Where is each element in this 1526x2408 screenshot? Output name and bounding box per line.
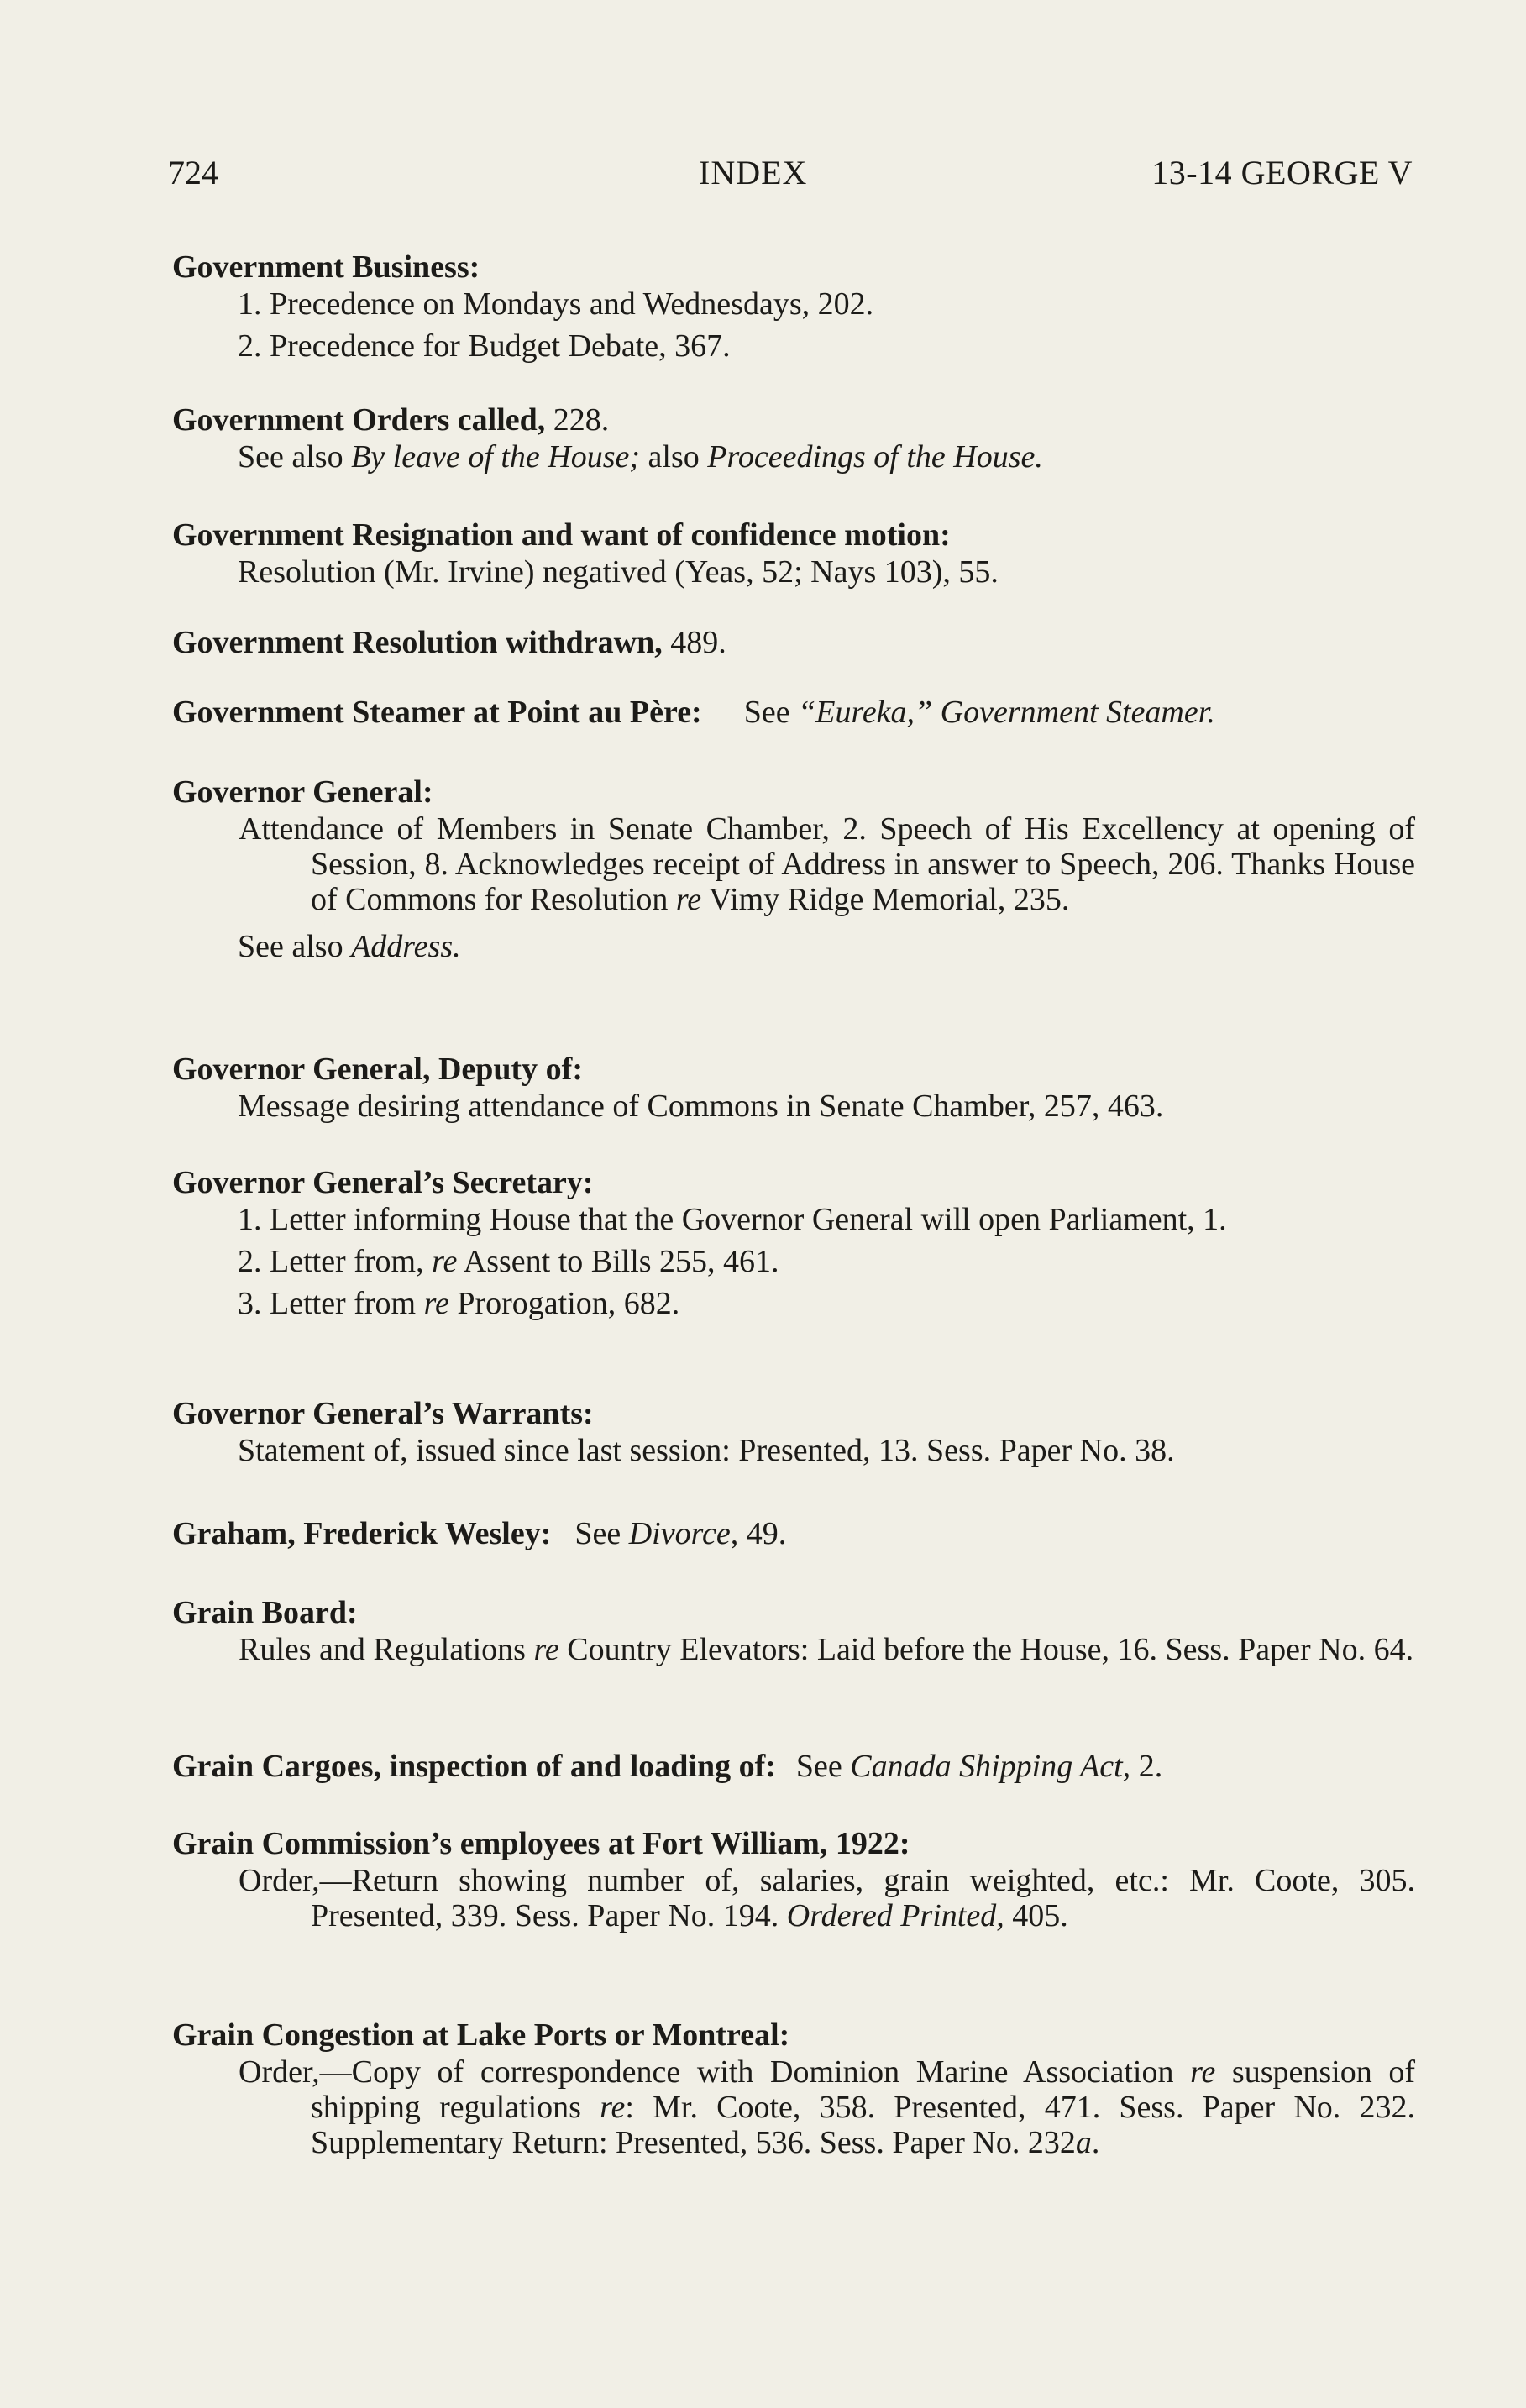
entry-paragraph bbox=[172, 1632, 1415, 1667]
entry-paragraph bbox=[172, 2054, 1415, 2160]
index-entry-government-orders bbox=[172, 401, 1415, 475]
see-label: See also bbox=[238, 929, 352, 964]
entry-paragraph bbox=[172, 811, 1415, 917]
entry-text: . bbox=[1091, 2125, 1100, 2160]
entry-reference: 489. bbox=[662, 625, 726, 660]
entry-heading: Grain Board: bbox=[172, 1595, 358, 1630]
running-head bbox=[168, 153, 1413, 195]
index-entry-grain-board bbox=[172, 1593, 1415, 1667]
index-entry-government-business bbox=[172, 248, 1415, 364]
entry-heading: Grain Commission’s employees at Fort William, 1922: bbox=[172, 1826, 910, 1861]
index-entry-government-steamer bbox=[172, 693, 1415, 732]
entry-text: 405. bbox=[1004, 1898, 1068, 1933]
see-label: See bbox=[743, 695, 799, 730]
entry-paragraph bbox=[172, 1863, 1415, 1933]
entry-text: 3. Letter from bbox=[238, 1286, 424, 1321]
entry-line: Resolution (Mr. Irvine) negatived (Yeas, 52; Nays 103), 55. bbox=[238, 554, 999, 590]
entry-text: 2. Letter from, bbox=[238, 1244, 433, 1279]
see-connector: also bbox=[640, 439, 708, 475]
re-marker: re bbox=[432, 1244, 458, 1279]
cross-reference: Canada Shipping Act, bbox=[850, 1749, 1131, 1784]
entry-reference: 2. bbox=[1130, 1749, 1163, 1784]
re-marker: re bbox=[1190, 2054, 1216, 2090]
index-entry-grain-congestion bbox=[172, 2016, 1415, 2160]
entry-heading: Government Steamer at Point au Père: bbox=[172, 695, 702, 730]
index-entry-government-resolution bbox=[172, 623, 1415, 662]
cross-reference: Proceedings of the House. bbox=[707, 439, 1043, 475]
index-entry-grain-commission bbox=[172, 1824, 1415, 1933]
entry-text: Order,—Copy of correspondence with Dominion Marine Association bbox=[239, 2054, 1191, 2090]
entry-text: Assent to Bills 255, 461. bbox=[457, 1244, 779, 1279]
entry-heading: Government Resolution withdrawn, bbox=[172, 625, 663, 660]
re-marker: re bbox=[600, 2090, 626, 2125]
entry-text: suspension of shipping regulations bbox=[311, 2054, 1415, 2125]
entry-text: Prorogation, 682. bbox=[448, 1286, 680, 1321]
cross-reference: Address. bbox=[351, 929, 461, 964]
cross-reference: “Eureka,” Government Steamer. bbox=[798, 695, 1215, 730]
entry-text: Attendance of Members in Senate Chamber, 2. Speech of His Excellency at opening of Session, 8. Acknowledges receipt of Address in answer to Speech, 206. Thanks House of Commons for Resolution bbox=[239, 811, 1415, 917]
page-number: 724 bbox=[168, 154, 218, 191]
paper-suffix: a bbox=[1075, 2125, 1092, 2160]
entry-heading: Governor General’s Warrants: bbox=[172, 1396, 594, 1431]
re-marker: re bbox=[423, 1286, 449, 1321]
entry-heading: Government Orders called, bbox=[172, 402, 546, 438]
entry-heading: Grain Congestion at Lake Ports or Montreal: bbox=[172, 2017, 790, 2053]
entry-heading: Government Resignation and want of confidence motion: bbox=[172, 517, 951, 553]
index-entry-governor-general-warrants bbox=[172, 1394, 1415, 1468]
cross-reference: By leave of the House; bbox=[351, 439, 641, 475]
index-entry-governor-general bbox=[172, 773, 1415, 964]
entry-subitem bbox=[172, 1244, 1415, 1279]
entry-text: Country Elevators: Laid before the House, 16. Sess. Paper No. 64. bbox=[558, 1632, 1414, 1667]
entry-heading: Governor General’s Secretary: bbox=[172, 1165, 594, 1200]
index-entry-grain-cargoes bbox=[172, 1747, 1415, 1786]
session-label: 13-14 GEORGE V bbox=[1151, 154, 1413, 191]
entry-line: Statement of, issued since last session: Presented, 13. Sess. Paper No. 38. bbox=[238, 1433, 1175, 1468]
see-label: See bbox=[574, 1516, 629, 1551]
entry-subitem: 1. Precedence on Mondays and Wednesdays, 202. bbox=[238, 286, 874, 322]
entry-reference: 49. bbox=[738, 1516, 787, 1551]
entry-subitem bbox=[172, 1286, 1415, 1321]
entry-subitem: 2. Precedence for Budget Debate, 367. bbox=[238, 328, 731, 364]
entry-heading: Grain Cargoes, inspection of and loading of: bbox=[172, 1749, 776, 1784]
ordered-printed-note: Ordered Printed, bbox=[786, 1898, 1004, 1933]
entry-text: Order,—Return showing number of, salaries, grain weighted, etc.: Mr. Coote, 305. Presented, 339. Sess. Paper No. 194. bbox=[239, 1863, 1415, 1933]
entry-heading: Government Business: bbox=[172, 249, 480, 285]
index-entry-graham bbox=[172, 1514, 1415, 1553]
entry-text: : Mr. Coote, 358. Presented, 471. Sess. Paper No. 232. Supplementary Return: Presented, 536. Sess. Paper No. 232 bbox=[311, 2090, 1415, 2160]
see-label: See bbox=[795, 1749, 851, 1784]
entry-text: Vimy Ridge Memorial, 235. bbox=[701, 882, 1070, 917]
entry-reference: 228. bbox=[545, 402, 610, 438]
running-title: INDEX bbox=[699, 154, 808, 191]
entry-see-also bbox=[172, 929, 1415, 964]
entry-text: Rules and Regulations bbox=[239, 1632, 534, 1667]
index-entry-governor-general-deputy bbox=[172, 1050, 1415, 1124]
entry-see-also bbox=[172, 439, 1415, 475]
see-label: See also bbox=[238, 439, 352, 475]
entry-heading: Governor General: bbox=[172, 774, 433, 810]
entry-heading: Graham, Frederick Wesley: bbox=[172, 1516, 552, 1551]
index-entry-governor-general-secretary bbox=[172, 1163, 1415, 1321]
re-marker: re bbox=[533, 1632, 559, 1667]
entry-line: Message desiring attendance of Commons in Senate Chamber, 257, 463. bbox=[238, 1089, 1164, 1124]
index-entry-government-resignation bbox=[172, 516, 1415, 590]
entry-heading: Governor General, Deputy of: bbox=[172, 1052, 583, 1087]
cross-reference: Divorce, bbox=[628, 1516, 739, 1551]
entry-subitem: 1. Letter informing House that the Governor General will open Parliament, 1. bbox=[238, 1202, 1227, 1237]
re-marker: re bbox=[675, 882, 702, 917]
